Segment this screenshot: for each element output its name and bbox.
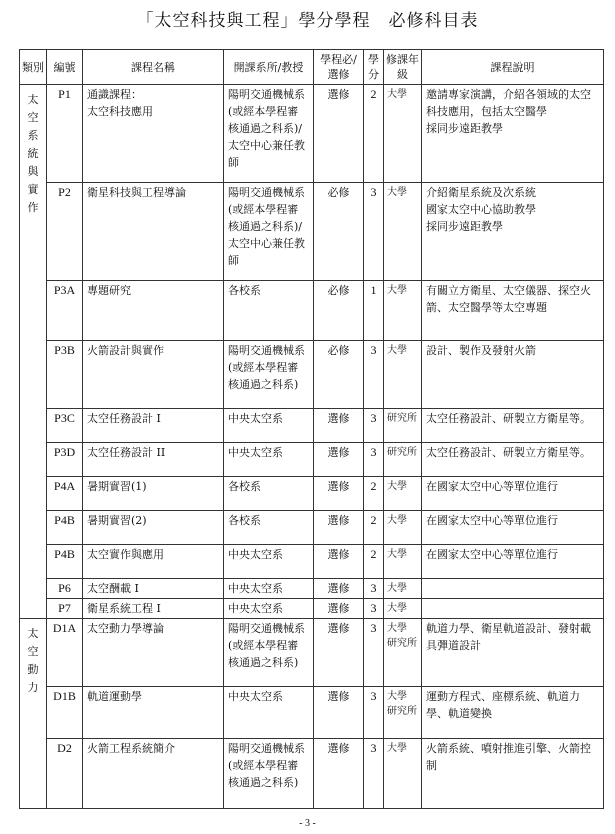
description-cell: 邀請專家演講，介紹各領域的太空科技應用，包括太空醫學 採同步遠距教學 — [422, 85, 604, 183]
description-cell: 在國家太空中心等單位進行 — [422, 477, 604, 511]
description-cell: 介紹衛星系統及次系統 國家太空中心協助教學 採同步遠距教學 — [422, 183, 604, 281]
elective-type-cell: 必修 — [314, 341, 364, 409]
course-name-cell: 火箭設計與實作 — [83, 341, 224, 409]
dept-cell: 陽明交通機械系(或經本學程審核通過之科系)/太空中心兼任教師 — [224, 85, 314, 183]
code-cell: P7 — [47, 599, 83, 619]
credit-cell: 3 — [364, 183, 384, 281]
header-type: 學程必/選修 — [314, 50, 364, 85]
header-name: 課程名稱 — [83, 50, 224, 85]
code-cell: P2 — [47, 183, 83, 281]
course-table — [19, 49, 604, 809]
description-cell: 火箭系統、噴射推進引擎、火箭控制 — [422, 739, 604, 809]
course-name-cell: 衛星系統工程 I — [83, 599, 224, 619]
dept-cell: 陽明交通機械系(或經本學程審核通過之科系) — [224, 341, 314, 409]
elective-type-cell: 選修 — [314, 443, 364, 477]
course-name-cell: 衛星科技與工程導論 — [83, 183, 224, 281]
table-row — [20, 477, 604, 511]
level-cell: 大學 — [384, 477, 422, 511]
header-desc: 課程說明 — [422, 50, 604, 85]
elective-type-cell: 選修 — [314, 579, 364, 599]
table-row — [20, 443, 604, 477]
description-cell — [422, 599, 604, 619]
table-row — [20, 281, 604, 341]
level-cell: 研究所 — [384, 443, 422, 477]
credit-cell: 3 — [364, 599, 384, 619]
dept-cell: 中央太空系 — [224, 579, 314, 599]
dept-cell: 各校系 — [224, 511, 314, 545]
credit-cell: 3 — [364, 443, 384, 477]
code-cell: P4B — [47, 511, 83, 545]
table-row — [20, 545, 604, 579]
elective-type-cell: 選修 — [314, 409, 364, 443]
code-cell: P3B — [47, 341, 83, 409]
category-label: 太空動力 — [27, 627, 39, 694]
elective-type-cell: 必修 — [314, 183, 364, 281]
course-name-cell: 太空任務設計 I — [83, 409, 224, 443]
category-cell — [20, 85, 47, 619]
credit-cell: 2 — [364, 85, 384, 183]
dept-cell: 陽明交通機械系(或經本學程審核通過之科系)/太空中心兼任教師 — [224, 183, 314, 281]
credit-cell: 3 — [364, 739, 384, 809]
page-number: - 3 - — [299, 818, 316, 829]
table-row — [20, 687, 604, 739]
credit-cell: 3 — [364, 409, 384, 443]
credit-cell: 2 — [364, 545, 384, 579]
description-cell: 在國家太空中心等單位進行 — [422, 545, 604, 579]
table-row — [20, 183, 604, 281]
level-cell: 大學 研究所 — [384, 687, 422, 739]
course-name-cell: 太空實作與應用 — [83, 545, 224, 579]
description-cell — [422, 579, 604, 599]
header-dept: 開課系所/教授 — [224, 50, 314, 85]
code-cell: P4B — [47, 545, 83, 579]
dept-cell: 各校系 — [224, 477, 314, 511]
code-cell: D2 — [47, 739, 83, 809]
code-cell: D1B — [47, 687, 83, 739]
level-cell: 大學 — [384, 599, 422, 619]
elective-type-cell: 選修 — [314, 545, 364, 579]
level-cell: 大學 — [384, 281, 422, 341]
course-name-cell: 通識課程： 太空科技應用 — [83, 85, 224, 183]
description-cell: 設計、製作及發射火箭 — [422, 341, 604, 409]
level-cell: 大學 — [384, 183, 422, 281]
level-cell: 大學 — [384, 739, 422, 809]
code-cell: P3D — [47, 443, 83, 477]
dept-cell: 中央太空系 — [224, 599, 314, 619]
description-cell: 軌道力學、衛星軌道設計、發射載具彈道設計 — [422, 619, 604, 687]
table-row — [20, 599, 604, 619]
credit-cell: 1 — [364, 281, 384, 341]
level-cell: 大學 — [384, 511, 422, 545]
description-cell: 在國家太空中心等單位進行 — [422, 511, 604, 545]
course-name-cell: 火箭工程系統簡介 — [83, 739, 224, 809]
dept-cell: 陽明交通機械系(或經本學程審核通過之科系) — [224, 739, 314, 809]
course-name-cell: 太空任務設計 II — [83, 443, 224, 477]
elective-type-cell: 選修 — [314, 85, 364, 183]
level-cell: 大學 — [384, 545, 422, 579]
course-name-cell: 太空酬載 I — [83, 579, 224, 599]
table-header-row — [20, 50, 604, 85]
level-cell: 大學 — [384, 579, 422, 599]
level-cell: 研究所 — [384, 409, 422, 443]
code-cell: P3A — [47, 281, 83, 341]
elective-type-cell: 選修 — [314, 477, 364, 511]
dept-cell: 中央太空系 — [224, 409, 314, 443]
code-cell: P1 — [47, 85, 83, 183]
course-name-cell: 專題研究 — [83, 281, 224, 341]
code-cell: P3C — [47, 409, 83, 443]
table-row — [20, 739, 604, 809]
course-name-cell: 暑期實習(1) — [83, 477, 224, 511]
header-level: 修課年級 — [384, 50, 422, 85]
elective-type-cell: 必修 — [314, 281, 364, 341]
elective-type-cell: 選修 — [314, 511, 364, 545]
credit-cell: 3 — [364, 619, 384, 687]
credit-cell: 3 — [364, 579, 384, 599]
header-category: 類別 — [20, 50, 47, 85]
category-label: 太空系統與實作 — [27, 93, 39, 214]
elective-type-cell: 選修 — [314, 619, 364, 687]
level-cell: 大學 — [384, 341, 422, 409]
credit-cell: 3 — [364, 341, 384, 409]
course-name-cell: 軌道運動學 — [83, 687, 224, 739]
credit-cell: 2 — [364, 477, 384, 511]
category-cell — [20, 619, 47, 809]
code-cell: D1A — [47, 619, 83, 687]
page-title: 「太空科技與工程」學分學程 必修科目表 — [136, 11, 479, 31]
elective-type-cell: 選修 — [314, 599, 364, 619]
elective-type-cell: 選修 — [314, 739, 364, 809]
table-row — [20, 85, 604, 183]
header-code: 編號 — [47, 50, 83, 85]
course-name-cell: 太空動力學導論 — [83, 619, 224, 687]
description-cell: 有關立方衛星、太空儀器、探空火箭、太空醫學等太空專題 — [422, 281, 604, 341]
credit-cell: 2 — [364, 511, 384, 545]
description-cell: 太空任務設計、研製立方衛星等。 — [422, 443, 604, 477]
dept-cell: 中央太空系 — [224, 443, 314, 477]
level-cell: 大學 — [384, 85, 422, 183]
level-cell: 大學 研究所 — [384, 619, 422, 687]
dept-cell: 陽明交通機械系(或經本學程審核通過之科系) — [224, 619, 314, 687]
credit-cell: 3 — [364, 687, 384, 739]
code-cell: P6 — [47, 579, 83, 599]
table-row — [20, 579, 604, 599]
table-row — [20, 409, 604, 443]
course-name-cell: 暑期實習(2) — [83, 511, 224, 545]
description-cell: 運動方程式、座標系統、軌道力學、軌道變換 — [422, 687, 604, 739]
table-row — [20, 619, 604, 687]
header-credit: 學分 — [364, 50, 384, 85]
dept-cell: 中央太空系 — [224, 545, 314, 579]
description-cell: 太空任務設計、研製立方衛星等。 — [422, 409, 604, 443]
table-row — [20, 341, 604, 409]
dept-cell: 中央太空系 — [224, 687, 314, 739]
table-row — [20, 511, 604, 545]
dept-cell: 各校系 — [224, 281, 314, 341]
elective-type-cell: 選修 — [314, 687, 364, 739]
code-cell: P4A — [47, 477, 83, 511]
